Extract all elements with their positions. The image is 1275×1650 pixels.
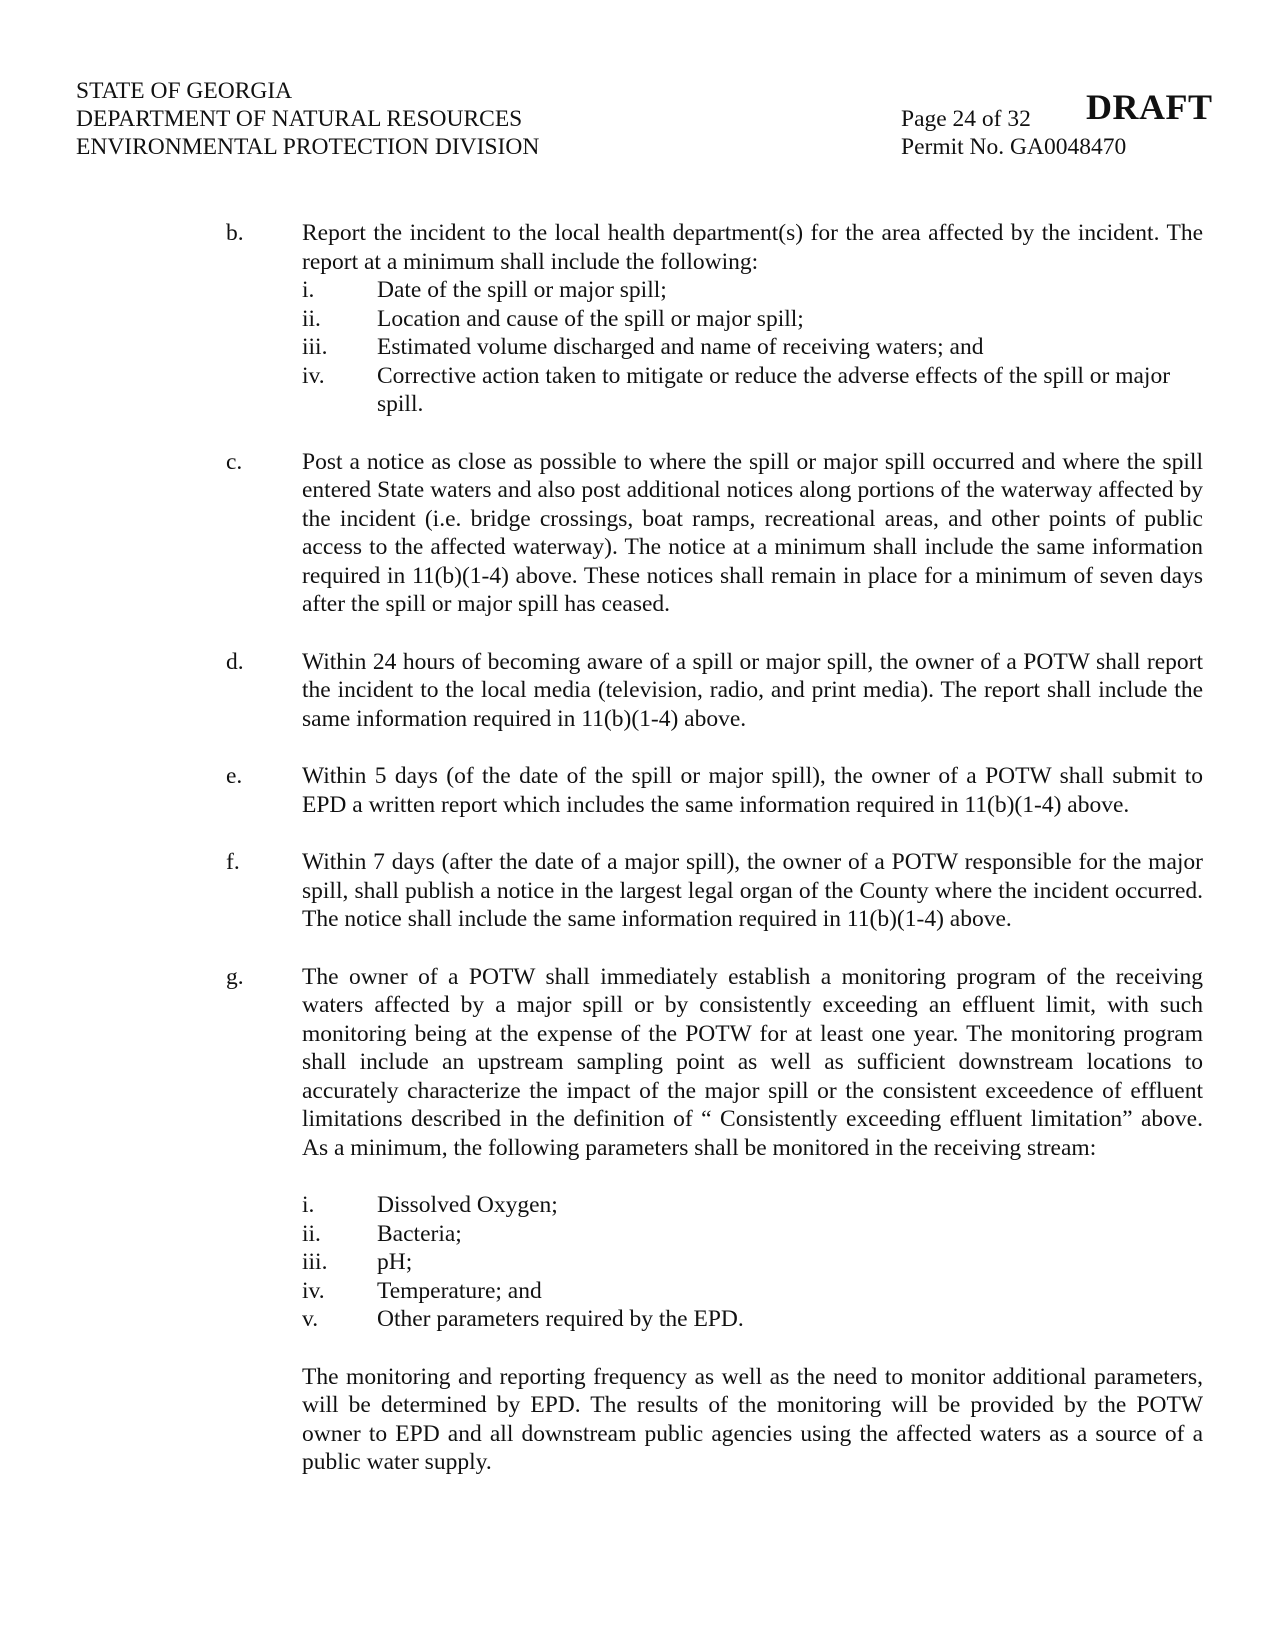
item-c (226, 448, 1203, 619)
item-e (226, 762, 1203, 819)
item-d (226, 648, 1203, 734)
closing-paragraph: The monitoring and reporting frequency as well as the need to monitor additional parameters, will be determined by EPD. The results of the monitoring will be provided by the POTW owner to EPD and all downstream public agencies using the affected waters as a source of a public water supply. (302, 1363, 1203, 1475)
draft-stamp: DRAFT (1086, 87, 1213, 127)
item-text: Within 5 days (of the date of the spill or major spill), the owner of a POTW shall submit to EPD a written report which includes the same information required in 11(b)(1-4) above. (302, 763, 1203, 818)
item-label: g. (226, 963, 244, 990)
item-g (226, 963, 1203, 1477)
item-b (226, 219, 1203, 419)
permit-number: Permit No. GA0048470 (901, 134, 1127, 160)
item-text: Post a notice as close as possible to where the spill or major spill occurred and where the spill entered State waters and also post additional notices along portions of the waterway affected by the incident (i.e. bridge crossings, boat ramps, recreational areas, and other points of public access to the affected waterway). The notice at a minimum shall include the same information required in 11(b)(1-4) above. These notices shall remain in place for a minimum of seven days after the spill or major spill has ceased. (302, 448, 1203, 617)
page-number: Page 24 of 32 (901, 106, 1031, 132)
header-state: STATE OF GEORGIA (76, 78, 293, 104)
item-text: Within 24 hours of becoming aware of a spill or major spill, the owner of a POTW shall report the incident to the local media (television, radio, and print media). The report shall include the same information required in 11(b)(1-4) above. (302, 648, 1203, 732)
sub-item: i. Date of the spill or major spill; (302, 277, 667, 303)
agency-header (76, 77, 539, 161)
item-text: Report the incident to the local health department(s) for the area affected by the incident. The report at a minimum shall include the following: (302, 220, 1203, 275)
item-label: c. (226, 448, 243, 475)
sub-item: iv. Temperature; and (302, 1277, 542, 1304)
sub-list (302, 276, 1203, 419)
header-department: DEPARTMENT OF NATURAL RESOURCES (76, 106, 523, 132)
item-label: d. (226, 648, 244, 675)
header-division: ENVIRONMENTAL PROTECTION DIVISION (76, 134, 540, 160)
sub-item: ii. Bacteria; (302, 1220, 462, 1247)
document-body (226, 219, 1203, 1506)
item-label: e. (226, 763, 243, 789)
item-label: b. (226, 220, 244, 246)
sub-item: v. Other parameters required by the EPD. (302, 1306, 744, 1332)
item-f (226, 848, 1203, 934)
item-label: f. (226, 849, 240, 875)
sub-item: iii. Estimated volume discharged and name of receiving waters; and (302, 334, 984, 360)
sub-list (302, 1191, 1203, 1334)
sub-item: iv. Corrective action taken to mitigate or reduce the adverse effects of the spill or major spill. (302, 362, 1171, 417)
sub-item: ii. Location and cause of the spill or major spill; (302, 305, 804, 332)
sub-item: iii. pH; (302, 1249, 413, 1275)
item-text: Within 7 days (after the date of a major spill), the owner of a POTW responsible for the major spill, shall publish a notice in the largest legal organ of the County where the incident occurred. The notice shall include the same information required in 11(b)(1-4) above. (302, 849, 1203, 932)
item-text: The owner of a POTW shall immediately establish a monitoring program of the receiving waters affected by a major spill or by consistently exceeding an effluent limit, with such monitoring being at the expense of the POTW for at least one year. The monitoring program shall include an upstream sampling point as well as sufficient downstream locations to accurately characterize the impact of the major spill or the consistent exceedence of effluent limitations described in the definition of “ Consistently exceeding effluent limitation” above. As a minimum, the following parameters shall be monitored in the receiving stream: (302, 963, 1203, 1161)
sub-item: i. Dissolved Oxygen; (302, 1192, 558, 1218)
